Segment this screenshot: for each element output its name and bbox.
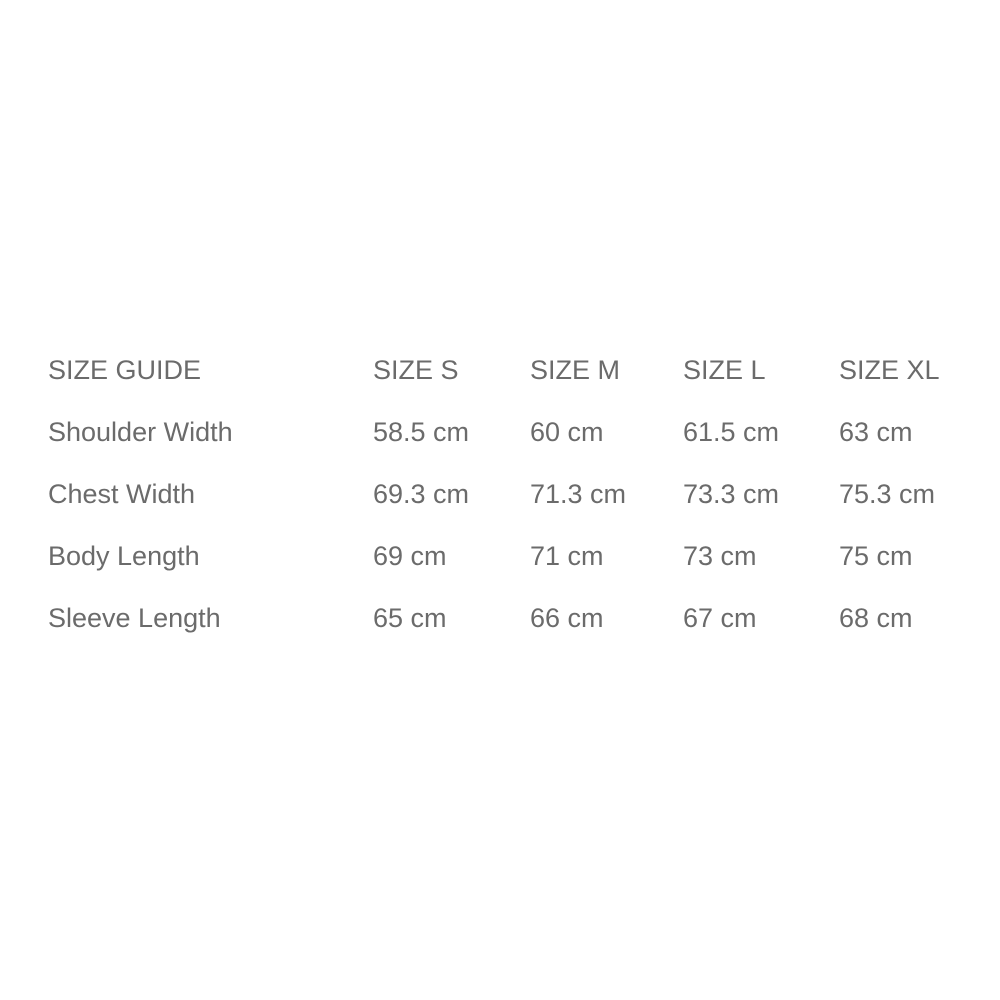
cell-body-length-s: 69 cm — [373, 541, 447, 571]
size-guide-table — [48, 350, 989, 660]
cell-sleeve-length-xl: 68 cm — [839, 603, 913, 633]
cell-shoulder-width-m: 60 cm — [530, 417, 604, 447]
cell-shoulder-width-xl: 63 cm — [839, 417, 913, 447]
cell-chest-width-m: 71.3 cm — [530, 479, 627, 509]
table-row — [48, 598, 989, 660]
cell-body-length-xl: 75 cm — [839, 541, 913, 571]
table-header-size-s: SIZE S — [373, 355, 459, 385]
cell-body-length-l: 73 cm — [683, 541, 757, 571]
cell-sleeve-length-s: 65 cm — [373, 603, 447, 633]
table-header-size-xl: SIZE XL — [839, 355, 940, 385]
row-label-sleeve-length: Sleeve Length — [48, 603, 221, 633]
cell-body-length-m: 71 cm — [530, 541, 604, 571]
table-header-size-m: SIZE M — [530, 355, 621, 385]
table-header-size-guide: SIZE GUIDE — [48, 355, 202, 385]
table-row — [48, 474, 989, 536]
table-header-size-l: SIZE L — [683, 355, 766, 385]
table-header-row — [48, 350, 989, 412]
cell-chest-width-s: 69.3 cm — [373, 479, 470, 509]
table-row — [48, 412, 989, 474]
row-label-body-length: Body Length — [48, 541, 200, 571]
cell-shoulder-width-l: 61.5 cm — [683, 417, 780, 447]
row-label-chest-width: Chest Width — [48, 479, 196, 509]
cell-chest-width-l: 73.3 cm — [683, 479, 780, 509]
cell-shoulder-width-s: 58.5 cm — [373, 417, 470, 447]
cell-chest-width-xl: 75.3 cm — [839, 479, 936, 509]
row-label-shoulder-width: Shoulder Width — [48, 417, 233, 447]
cell-sleeve-length-l: 67 cm — [683, 603, 757, 633]
table-row — [48, 536, 989, 598]
cell-sleeve-length-m: 66 cm — [530, 603, 604, 633]
